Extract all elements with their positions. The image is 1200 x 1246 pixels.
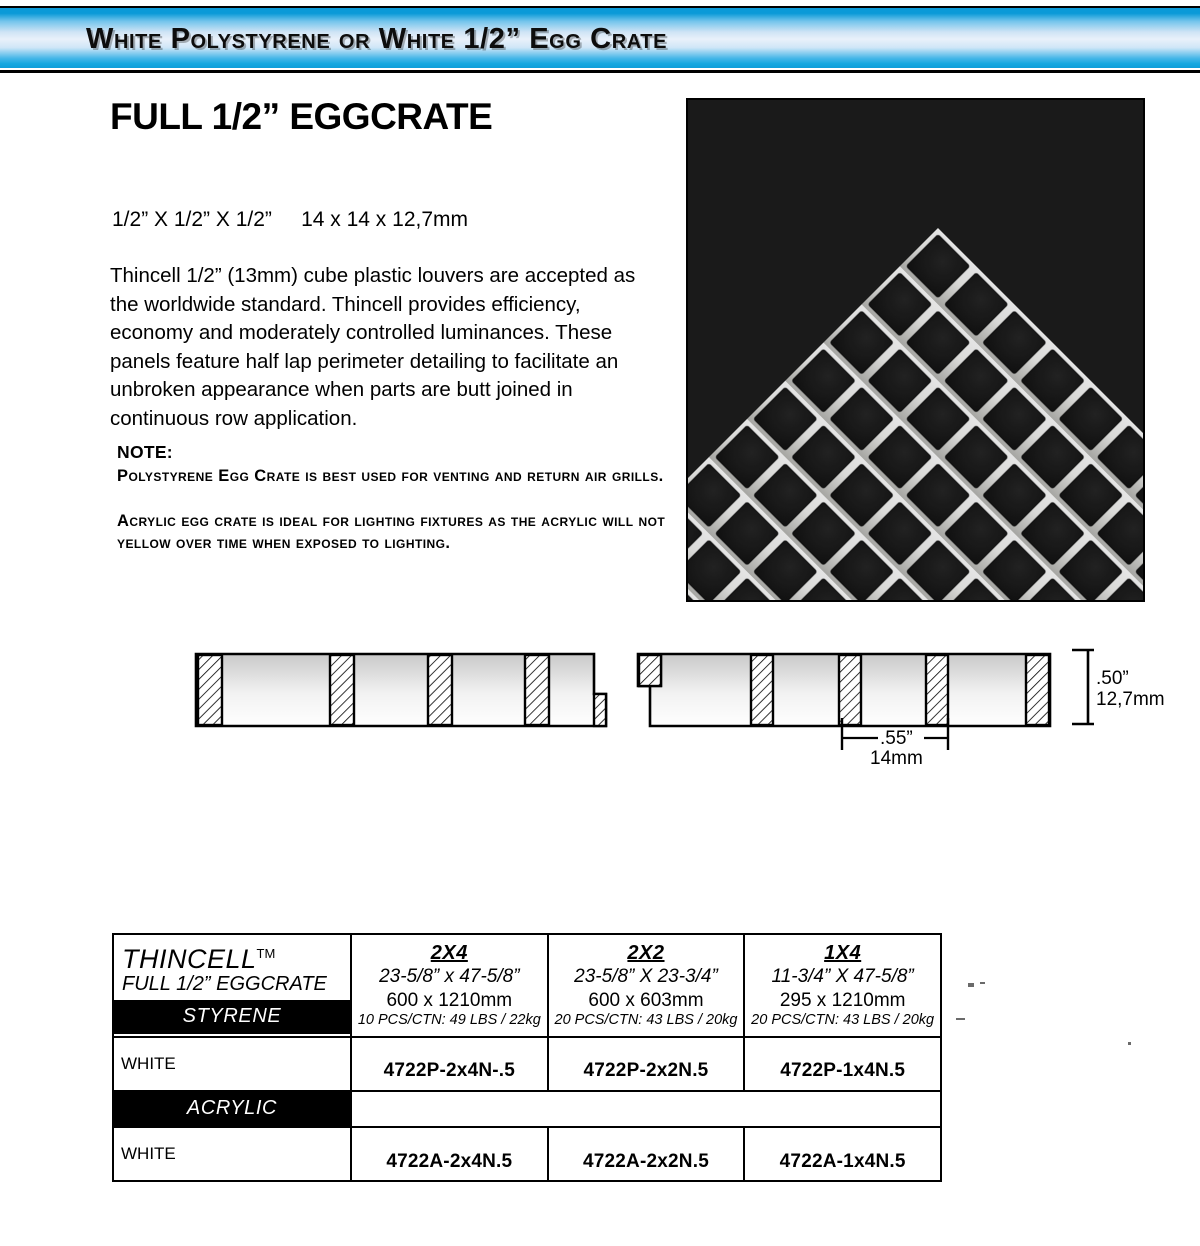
size-mm: 600 x 603mm xyxy=(588,989,704,1011)
width-dimension-annotation xyxy=(836,716,986,773)
size-inches: 23-5/8” x 47-5/8” xyxy=(379,966,520,988)
color-label-acrylic-white: WHITE xyxy=(113,1127,351,1181)
table-row-acrylic-white xyxy=(113,1127,941,1181)
page-title: White Polystyrene or White 1/2” Egg Crate xyxy=(86,22,668,55)
table-row-styrene-white xyxy=(113,1037,941,1091)
code-styrene-2x4: 4722P-2x4N-.5 xyxy=(351,1037,548,1091)
width-dim-mm-label: 14mm xyxy=(870,748,923,768)
product-spec-table xyxy=(112,933,942,1182)
color-label-styrene-white: WHITE xyxy=(113,1037,351,1091)
spacer-cell xyxy=(548,1091,745,1127)
header-top-rule xyxy=(0,0,1200,4)
code-styrene-2x2: 4722P-2x2N.5 xyxy=(548,1037,745,1091)
height-dim-mm-label: 12,7mm xyxy=(1096,689,1165,710)
height-dimension-annotation xyxy=(1068,646,1198,737)
material-band-acrylic: ACRYLIC xyxy=(114,1092,350,1126)
size-mm: 600 x 1210mm xyxy=(386,989,513,1011)
size-mm: 295 x 1210mm xyxy=(779,989,906,1011)
header-banner xyxy=(0,6,1200,68)
trademark-symbol: TM xyxy=(256,945,276,961)
scan-speck xyxy=(1128,1042,1131,1045)
size-name: 2X2 xyxy=(627,942,665,964)
size-column-2x2 xyxy=(548,934,745,1037)
brand-block xyxy=(114,938,350,1000)
cube-dimension-line: 1/2” X 1/2” X 1/2” 14 x 14 x 12,7mm xyxy=(112,208,468,231)
height-dim-inches-label: .50” xyxy=(1096,668,1129,689)
size-column-2x4 xyxy=(351,934,548,1037)
material-cell-acrylic xyxy=(113,1091,351,1127)
note-heading: NOTE: xyxy=(117,442,173,462)
section-title: FULL 1/2” EGGCRATE xyxy=(110,96,493,137)
table-row-header xyxy=(113,934,941,1037)
width-dim-inches-label: .55” xyxy=(880,728,913,749)
brand-subtitle: FULL 1/2” EGGCRATE xyxy=(122,972,327,995)
code-acrylic-1x4: 4722A-1x4N.5 xyxy=(744,1127,941,1181)
code-acrylic-2x4: 4722A-2x4N.5 xyxy=(351,1127,548,1181)
size-column-1x4 xyxy=(744,934,941,1037)
size-packing: 20 PCS/CTN: 43 LBS / 20kg xyxy=(554,1011,738,1028)
note-paragraph-acrylic: Acrylic egg crate is ideal for lighting fixtures as the acrylic will not yellow over time when exposed to lighting. xyxy=(117,511,666,552)
note-block xyxy=(117,442,677,555)
header-bottom-rule xyxy=(0,68,1200,73)
brand-name: THINCELL™ xyxy=(122,943,276,974)
material-band-styrene: STYRENE xyxy=(114,1000,350,1034)
code-acrylic-2x2: 4722A-2x2N.5 xyxy=(548,1127,745,1181)
size-packing: 10 PCS/CTN: 49 LBS / 22kg xyxy=(357,1011,541,1028)
egg-crate-product-photo xyxy=(686,98,1145,602)
scan-speck xyxy=(980,982,985,984)
code-styrene-1x4: 4722P-1x4N.5 xyxy=(744,1037,941,1091)
size-name: 1X4 xyxy=(824,942,862,964)
spacer-cell xyxy=(351,1091,548,1127)
brand-cell xyxy=(113,934,351,1037)
scan-speck xyxy=(956,1018,965,1020)
size-inches: 11-3/4” X 47-5/8” xyxy=(771,966,914,988)
spacer-cell xyxy=(744,1091,941,1127)
scan-speck xyxy=(968,983,974,987)
size-inches: 23-5/8” X 23-3/4” xyxy=(574,966,718,988)
description-paragraph: Thincell 1/2” (13mm) cube plastic louvers are accepted as the worldwide standard. Thincell provides efficiency, economy and moderately controlled luminances. These panels feature half lap perimeter detailing to facilitate an unbroken appearance when parts are butt joined in continuous row application. xyxy=(110,264,636,430)
egg-crate-grid-graphic xyxy=(688,100,1143,600)
note-paragraph-polystyrene: Polystyrene Egg Crate is best used for venting and return air grills. xyxy=(117,467,664,485)
profile-diagram-left xyxy=(190,648,610,743)
table-row-acrylic-band xyxy=(113,1091,941,1127)
size-name: 2X4 xyxy=(430,942,468,964)
size-packing: 20 PCS/CTN: 43 LBS / 20kg xyxy=(751,1011,935,1028)
